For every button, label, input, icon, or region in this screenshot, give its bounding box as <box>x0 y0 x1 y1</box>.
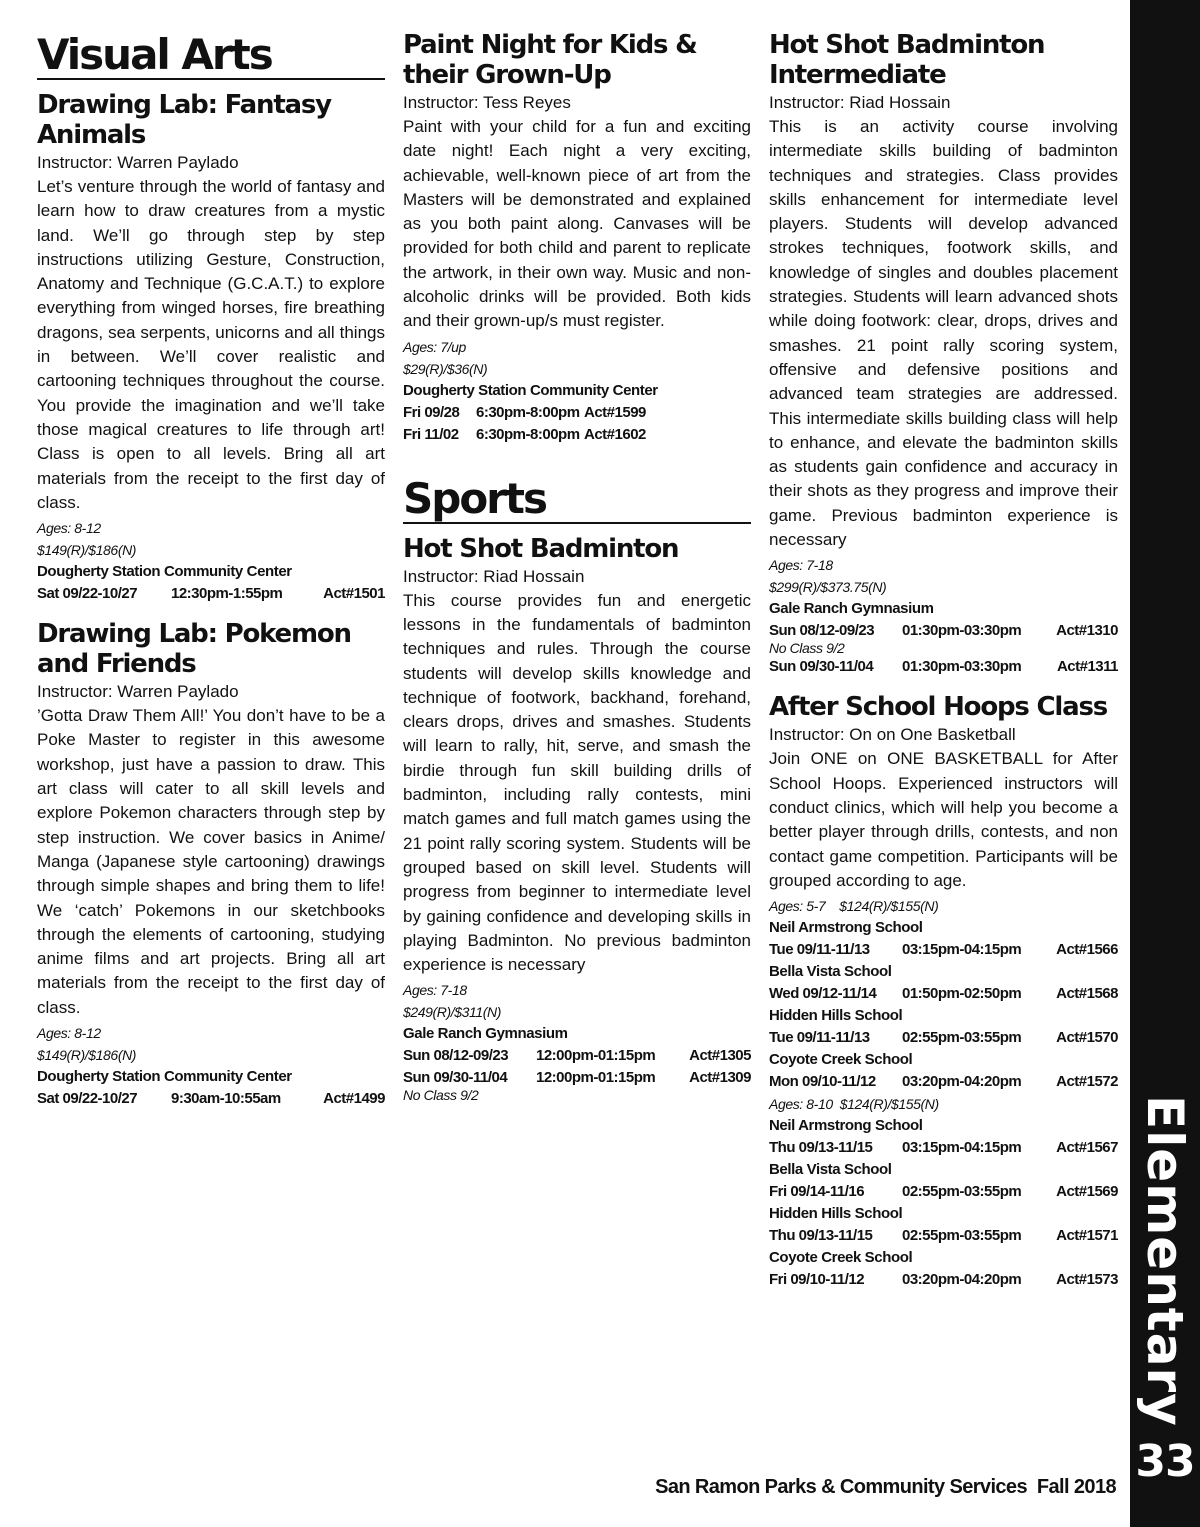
session-date: Sat 09/22-10/27 <box>37 1090 138 1108</box>
course-location: Dougherty Station Community Center <box>37 1068 292 1086</box>
session-row <box>769 983 1118 1005</box>
course-location: Dougherty Station Community Center <box>37 563 292 581</box>
school-name: Neil Armstrong School <box>769 1117 923 1135</box>
course-ages: Ages: 8-12 <box>37 520 101 537</box>
course-instructor: Instructor: Riad Hossain <box>403 566 585 586</box>
section-heading-sports: Sports <box>403 476 751 524</box>
course-ages: Ages: 8-12 <box>37 1025 101 1042</box>
page-number: 33 <box>1135 1436 1195 1487</box>
session-note: No Class 9/2 <box>769 640 845 657</box>
course-description: Let’s venture through the world of fantasy and learn how to draw creatures from a mystic land. We’ll go through step by step instructions utilizing Gesture, Construction, Anatomy and Technique (G.C.A.T.) to explore everything from winged horses, fire breathing dragons, sea serpents, unicorns and all things in between. We’ll cover realistic and cartooning techniques throughout the course. You provide the imagination and we’ll take those magical creatures to life through art! Class is open to all levels. Bring all art materials from the receipt to the first day of class. <box>37 177 385 512</box>
session-row <box>403 1045 751 1067</box>
session-time: 01:30pm-03:30pm <box>902 658 1022 676</box>
session-time: 03:15pm-04:15pm <box>902 941 1022 959</box>
session-time: 03:20pm-04:20pm <box>902 1073 1022 1091</box>
session-time: 6:30pm-8:00pm <box>476 425 580 443</box>
group-ages-price: Ages: 8-10 $124(R)/$155(N) <box>769 1096 939 1113</box>
session-act-number: Act#1571 <box>1056 1227 1118 1245</box>
course-price: $249(R)/$311(N) <box>403 1004 502 1021</box>
session-time: 02:55pm-03:55pm <box>902 1227 1022 1245</box>
course-instructor: Instructor: On on One Basketball <box>769 725 1016 745</box>
course-hot-shot-badminton <box>403 534 751 1104</box>
session-act-number: Act#1311 <box>1056 658 1118 676</box>
course-description: This course provides fun and energetic lessons in the fundamentals of badminton techniques and rules. Through the course students will develop skills knowledge and technique of footwork, backhand, forehand, clears drops, drives and smashes. Students will learn to rally, hit, serve, and smash the birdie through fun skill building drills of badminton, including rally contests, mini match games and full match games using the 21 point rally scoring system. Students will be grouped based on skill level. Students will progress from beginner to intermediate level by gaining confidence and developing skills in playing Badminton. No previous badminton experience is necessary <box>403 590 751 975</box>
course-price: $149(R)/$186(N) <box>37 1047 137 1064</box>
session-time: 01:30pm-03:30pm <box>902 622 1022 640</box>
school-name: Bella Vista School <box>769 1161 892 1179</box>
session-date: Sun 08/12-09/23 <box>403 1047 509 1065</box>
course-description: This is an activity course involving intermediate skills building of badminton techniques and strategies. Class provides skills enhancement for intermediate level players. Students will develop advanced strokes techniques, footwork skills, and knowledge of singles and doubles placement strategies. Students will learn advanced shots while doing footwork: clear, drops, drives and smashes. 21 point rally scoring system, offensive and defensive positions and advanced team strategies are addressed. This intermediate skills building class will help to enhance, and elevate the badminton skills as students gain confidence and accuracy in their shots as they progress and improve their game. Previous badminton experience is necessary <box>769 117 1118 550</box>
column-right <box>769 30 1118 1305</box>
session-act-number: Act#1570 <box>1056 1029 1118 1047</box>
session-act-number: Act#1309 <box>689 1069 751 1087</box>
course-description: Paint with your child for a fun and exciting date night! Each night a very exciting, achievable, well-known piece of art from the Masters will be demonstrated and explained as you both paint along. Canvases will be provided for both child and parent to replicate the artwork, in their own way. Music and non-alcoholic drinks will be provided. Both kids and their grown-up/s must register. <box>403 117 751 331</box>
session-act-number: Act#1499 <box>323 1090 385 1108</box>
session-time: 12:00pm-01:15pm <box>536 1069 656 1087</box>
column-middle <box>403 30 751 1117</box>
school-name: Hidden Hills School <box>769 1205 903 1223</box>
session-time: 02:55pm-03:55pm <box>902 1183 1022 1201</box>
session-act-number: Act#1568 <box>1056 985 1118 1003</box>
course-after-school-hoops <box>769 692 1118 1291</box>
session-row <box>37 1088 385 1110</box>
course-title: Drawing Lab: Pokemon and Friends <box>37 619 351 680</box>
session-date: Sun 09/30-11/04 <box>769 658 874 676</box>
course-title: Drawing Lab: Fantasy Animals <box>37 90 331 150</box>
course-drawing-lab-pokemon <box>37 619 385 1110</box>
session-act-number: Act#1602 <box>584 425 646 443</box>
session-row <box>769 656 1118 678</box>
session-act-number: Act#1566 <box>1056 941 1118 959</box>
course-location: Gale Ranch Gymnasium <box>769 600 934 618</box>
session-act-number: Act#1573 <box>1056 1271 1118 1289</box>
session-row <box>769 1181 1118 1203</box>
session-act-number: Act#1310 <box>1056 622 1118 640</box>
session-row <box>769 1225 1118 1247</box>
session-row <box>769 1269 1118 1291</box>
session-time: 01:50pm-02:50pm <box>902 985 1022 1003</box>
section-heading-visual-arts: Visual Arts <box>37 32 385 80</box>
school-name: Bella Vista School <box>769 963 892 981</box>
session-date: Thu 09/13-11/15 <box>769 1139 873 1157</box>
course-paint-night <box>403 30 751 446</box>
session-act-number: Act#1599 <box>584 403 646 421</box>
course-drawing-lab-fantasy <box>37 90 385 605</box>
session-date: Fri 09/28 <box>403 403 460 421</box>
session-row <box>403 402 751 424</box>
session-date: Sat 09/22-10/27 <box>37 585 138 603</box>
course-price: $299(R)/$373.75(N) <box>769 579 887 596</box>
session-row <box>769 1027 1118 1049</box>
session-act-number: Act#1569 <box>1056 1183 1118 1201</box>
footer-publication: San Ramon Parks & Community Services Fall 2018 <box>655 1476 1116 1498</box>
course-ages: Ages: 7-18 <box>769 557 833 574</box>
course-title: Hot Shot Badminton Intermediate <box>769 30 1045 90</box>
course-title: Paint Night for Kids & their Grown-Up <box>403 30 697 90</box>
session-act-number: Act#1567 <box>1056 1139 1118 1157</box>
course-instructor: Instructor: Tess Reyes <box>403 93 571 112</box>
course-ages: Ages: 7-18 <box>403 982 467 999</box>
school-name: Hidden Hills School <box>769 1007 903 1025</box>
course-instructor: Instructor: Warren Paylado <box>37 153 239 172</box>
course-instructor: Instructor: Riad Hossain <box>769 93 951 112</box>
column-left <box>37 30 385 1124</box>
session-date: Sun 08/12-09/23 <box>769 622 875 640</box>
group-ages-price: Ages: 5-7 $124(R)/$155(N) <box>769 898 939 915</box>
course-price: $29(R)/$36(N) <box>403 360 488 377</box>
session-act-number: Act#1305 <box>689 1047 751 1065</box>
school-name: Neil Armstrong School <box>769 919 923 937</box>
session-time: 6:30pm-8:00pm <box>476 403 580 421</box>
session-row <box>769 620 1118 642</box>
session-date: Wed 09/12-11/14 <box>769 985 877 1003</box>
session-row <box>769 1071 1118 1093</box>
session-date: Fri 09/14-11/16 <box>769 1183 865 1201</box>
session-date: Fri 11/02 <box>403 425 459 443</box>
course-ages: Ages: 7/up <box>403 338 466 355</box>
session-act-number: Act#1501 <box>323 585 385 603</box>
session-row <box>769 939 1118 961</box>
session-note: No Class 9/2 <box>403 1087 479 1104</box>
session-time: 12:00pm-01:15pm <box>536 1047 656 1065</box>
course-hot-shot-badminton-intermediate <box>769 30 1118 678</box>
session-time: 03:15pm-04:15pm <box>902 1139 1022 1157</box>
school-name: Coyote Creek School <box>769 1051 913 1069</box>
session-date: Thu 09/13-11/15 <box>769 1227 873 1245</box>
course-title: Hot Shot Badminton <box>403 533 679 564</box>
session-time: 9:30am-10:55am <box>171 1090 281 1108</box>
session-date: Tue 09/11-11/13 <box>769 941 870 959</box>
course-description: ’Gotta Draw Them All!’ You don’t have to be a Poke Master to register in this awesome workshop, just have a passion to draw. This art class will cater to all skill levels and explore Pokemon characters through step by step instruction. We cover basics in Anime/ Manga (Japanese style cartooning) drawings through simple shapes and bring them to life! We ‘catch’ Pokemons in our sketchbooks through the elements of cartooning, studying anime films and art projects. Bring all art materials from the receipt to the first day of class. <box>37 706 385 1017</box>
session-time: 03:20pm-04:20pm <box>902 1271 1022 1289</box>
session-date: Mon 09/10-11/12 <box>769 1073 876 1091</box>
session-time: 12:30pm-1:55pm <box>171 585 283 603</box>
session-date: Fri 09/10-11/12 <box>769 1271 865 1289</box>
session-row <box>769 1137 1118 1159</box>
course-location: Dougherty Station Community Center <box>403 381 658 399</box>
school-name: Coyote Creek School <box>769 1249 913 1267</box>
course-location: Gale Ranch Gymnasium <box>403 1025 568 1043</box>
session-date: Tue 09/11-11/13 <box>769 1029 870 1047</box>
session-row <box>403 1067 751 1089</box>
session-date: Sun 09/30-11/04 <box>403 1069 508 1087</box>
session-act-number: Act#1572 <box>1056 1073 1118 1091</box>
session-row <box>37 583 385 605</box>
session-row <box>403 424 751 446</box>
course-title: After School Hoops Class <box>769 692 1108 723</box>
course-instructor: Instructor: Warren Paylado <box>37 682 239 702</box>
side-tab-label: Elementary <box>1136 1095 1194 1427</box>
course-price: $149(R)/$186(N) <box>37 542 137 559</box>
course-description: Join ONE on ONE BASKETBALL for After School Hoops. Experienced instructors will conduct clinics, which will help you become a better player through drills, contests, and non contact game competition. Participants will be grouped according to age. <box>769 749 1118 890</box>
session-time: 02:55pm-03:55pm <box>902 1029 1022 1047</box>
